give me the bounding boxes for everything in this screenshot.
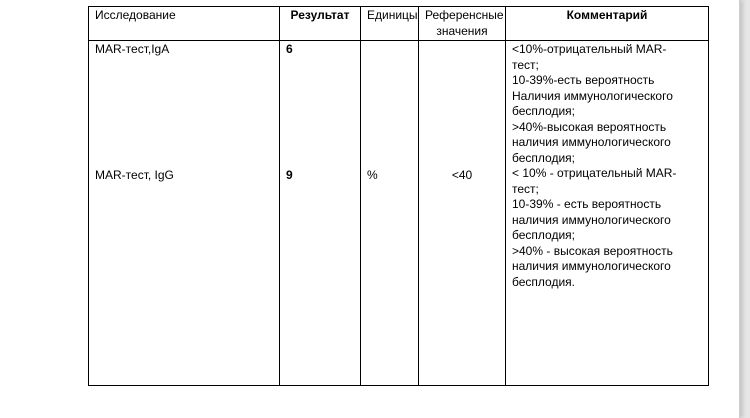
header-reference-line2: значения	[436, 23, 488, 38]
table-row	[89, 41, 709, 386]
comment-line: бесплодия.	[512, 274, 575, 289]
comment-line: Наличия иммунологического	[512, 88, 673, 103]
comment-line: тест;	[512, 57, 539, 72]
reference-igg: <40	[451, 168, 473, 182]
reference-iga	[425, 42, 499, 168]
header-reference	[419, 7, 506, 41]
result-igg: 9	[286, 168, 293, 182]
comment-line: бесплодия;	[512, 228, 575, 242]
comment-line: 10-39%-есть вероятность	[512, 73, 655, 87]
comment-line: < 10% - отрицательный MAR-	[512, 166, 677, 180]
header-units: Единицы	[361, 7, 419, 41]
header-comment: Комментарий	[506, 7, 709, 41]
comment-line: наличия иммунологического	[512, 212, 671, 227]
units-igg: %	[367, 168, 378, 182]
comment-line: >40% - высокая вероятность	[512, 243, 673, 258]
comment-line: бесплодия;	[512, 104, 575, 118]
comment-line: наличия иммунологического	[512, 259, 671, 273]
comment-cell	[506, 41, 709, 386]
comment-line: <10%-отрицательный MAR-	[512, 42, 667, 56]
comment-line: 10-39% - есть вероятность	[512, 197, 662, 211]
comment-line: наличия иммунологического	[512, 135, 671, 149]
units-cell	[361, 41, 419, 386]
comment-line: бесплодия;	[512, 150, 575, 165]
comment-line: >40%-высокая вероятность	[512, 119, 667, 134]
comment-line: тест;	[512, 181, 539, 196]
result-iga: 6	[286, 42, 293, 56]
header-study: Исследование	[89, 7, 280, 41]
header-result: Результат	[280, 7, 361, 41]
table-header-row	[89, 7, 709, 41]
study-name-iga: MAR-тест,IgA	[95, 42, 170, 56]
study-cell	[89, 41, 280, 386]
header-reference-line1: Референсные	[425, 8, 504, 22]
results-table	[88, 6, 709, 386]
units-iga	[367, 42, 412, 168]
result-cell	[280, 41, 361, 386]
study-name-igg: MAR-тест, IgG	[95, 168, 174, 182]
reference-cell	[419, 41, 506, 386]
